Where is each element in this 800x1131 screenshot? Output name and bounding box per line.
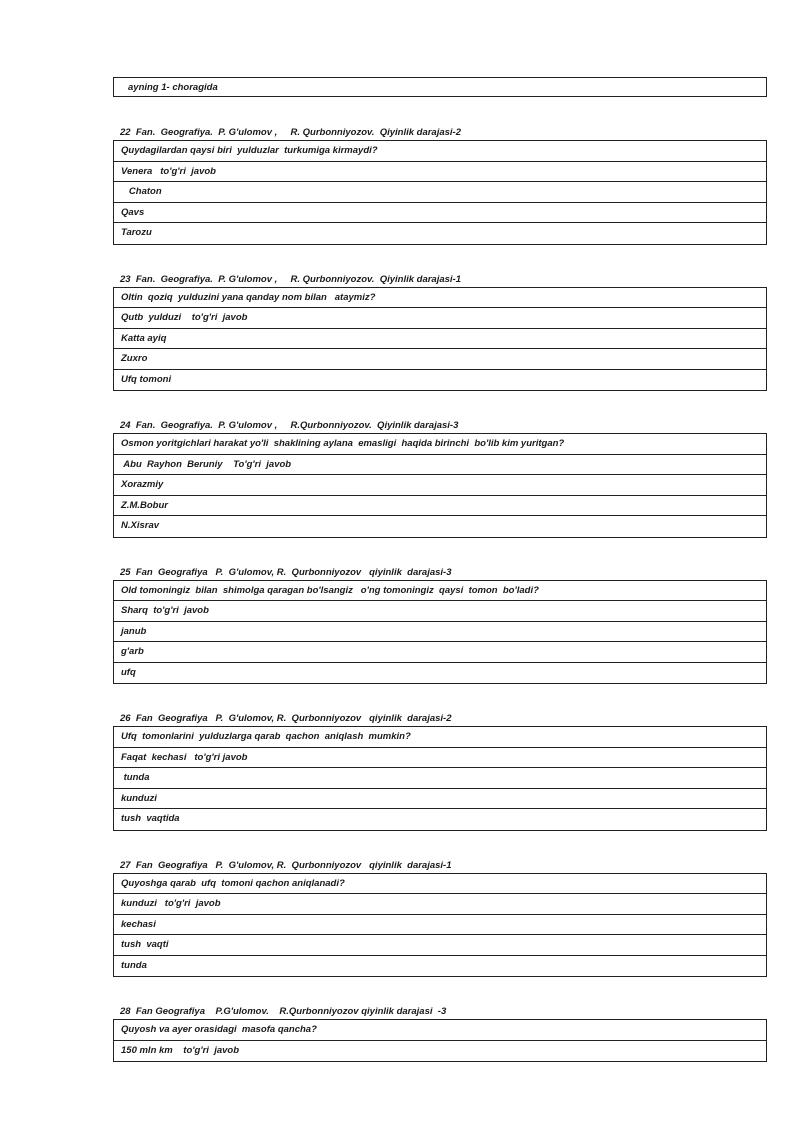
question-table [113,873,767,978]
question-text: Old tomoningiz bilan shimolga qaragan bo'lsangiz o'ng tomoningiz qaysi tomon bo'ladi? [114,581,766,602]
question-header: 27 Fan Geografiya P. G'ulomov, R. Qurbonniyozov qiyinlik darajasi-1 [120,859,452,871]
answer-option: g'arb [114,642,766,663]
question-header: 26 Fan Geografiya P. G'ulomov, R. Qurbonniyozov qiyinlik darajasi-2 [120,713,452,724]
question-text: Oltin qoziq yulduzini yana qanday nom bilan ataymiz? [114,288,766,309]
question-block [113,272,767,392]
answer-option: Venera to'g'ri javob [114,162,766,183]
answer-option: Xorazmiy [114,475,766,496]
answer-option: Tarozu [121,227,152,238]
answer-option: kechasi [114,915,766,936]
question-table [113,726,767,831]
answer-option: Zuxro [114,349,766,370]
question-header: 24 Fan. Geografiya. P. G'ulomov , R.Qurbonniyozov. Qiyinlik darajasi-3 [120,420,459,431]
question-text: Quydagilardan qaysi biri yulduzlar turkumiga kirmaydi? [114,141,766,162]
question-table [113,287,767,392]
question-text: Quyoshga qarab ufq tomoni qachon aniqlanadi? [114,874,766,895]
question-header: 25 Fan Geografiya P. G'ulomov, R. Qurbonniyozov qiyinlik darajasi-3 [120,566,452,578]
question-block [113,858,767,978]
answer-option: Ufq tomoni [121,373,172,385]
question-table [113,140,767,245]
question-table [113,433,767,538]
question-block [113,125,767,245]
answer-option: ufq [121,666,136,678]
answer-option: Qutb yulduzi to'g'ri javob [114,308,766,329]
answer-option: Katta ayiq [114,329,766,350]
question-header: 22 Fan. Geografiya. P. G'ulomov , R. Qurbonniyozov. Qiyinlik darajasi-2 [120,127,462,138]
answer-option: kunduzi to'g'ri javob [114,894,766,915]
question-block [113,565,767,685]
answer-option: tush vaqti [114,935,766,956]
question-block [113,1004,767,1062]
question-table [113,580,767,685]
answer-option: Sharq to'g'ri javob [114,601,766,622]
question-block [113,418,767,538]
answer-option: kunduzi [114,789,766,810]
answer-fragment-row: ayning 1- choragida [113,77,767,97]
question-block [113,711,767,831]
answer-option: 150 mln km to'g'ri javob [121,1044,240,1056]
question-header: 23 Fan. Geografiya. P. G'ulomov , R. Qurbonniyozov. Qiyinlik darajasi-1 [120,273,462,285]
question-text: Osmon yoritgichlari harakat yo'li shaklining aylana emasligi haqida birinchi bo'lib kim yuritgan? [114,434,766,455]
question-text: Ufq tomonlarini yulduzlarga qarab qachon aniqlash mumkin? [114,727,766,748]
answer-option: tunda [114,768,766,789]
answer-option: Z.M.Bobur [114,496,766,517]
question-table [113,1019,767,1062]
question-text: Quyosh va ayer orasidagi masofa qancha? [114,1020,766,1041]
question-header: 28 Fan Geografiya P.G'ulomov. R.Qurbonniyozov qiyinlik darajasi -3 [120,1006,447,1017]
document-page [113,77,767,1089]
answer-option: Faqat kechasi to'g'ri javob [114,748,766,769]
answer-option: tunda [121,959,147,971]
answer-option: Qavs [114,203,766,224]
answer-option: N.Xisrav [121,520,160,531]
answer-option: tush vaqtida [121,813,180,824]
question-list [113,125,767,1062]
answer-option: Abu Rayhon Beruniy To'g'ri javob [114,455,766,476]
answer-option: Chaton [114,182,766,203]
answer-option: janub [114,622,766,643]
